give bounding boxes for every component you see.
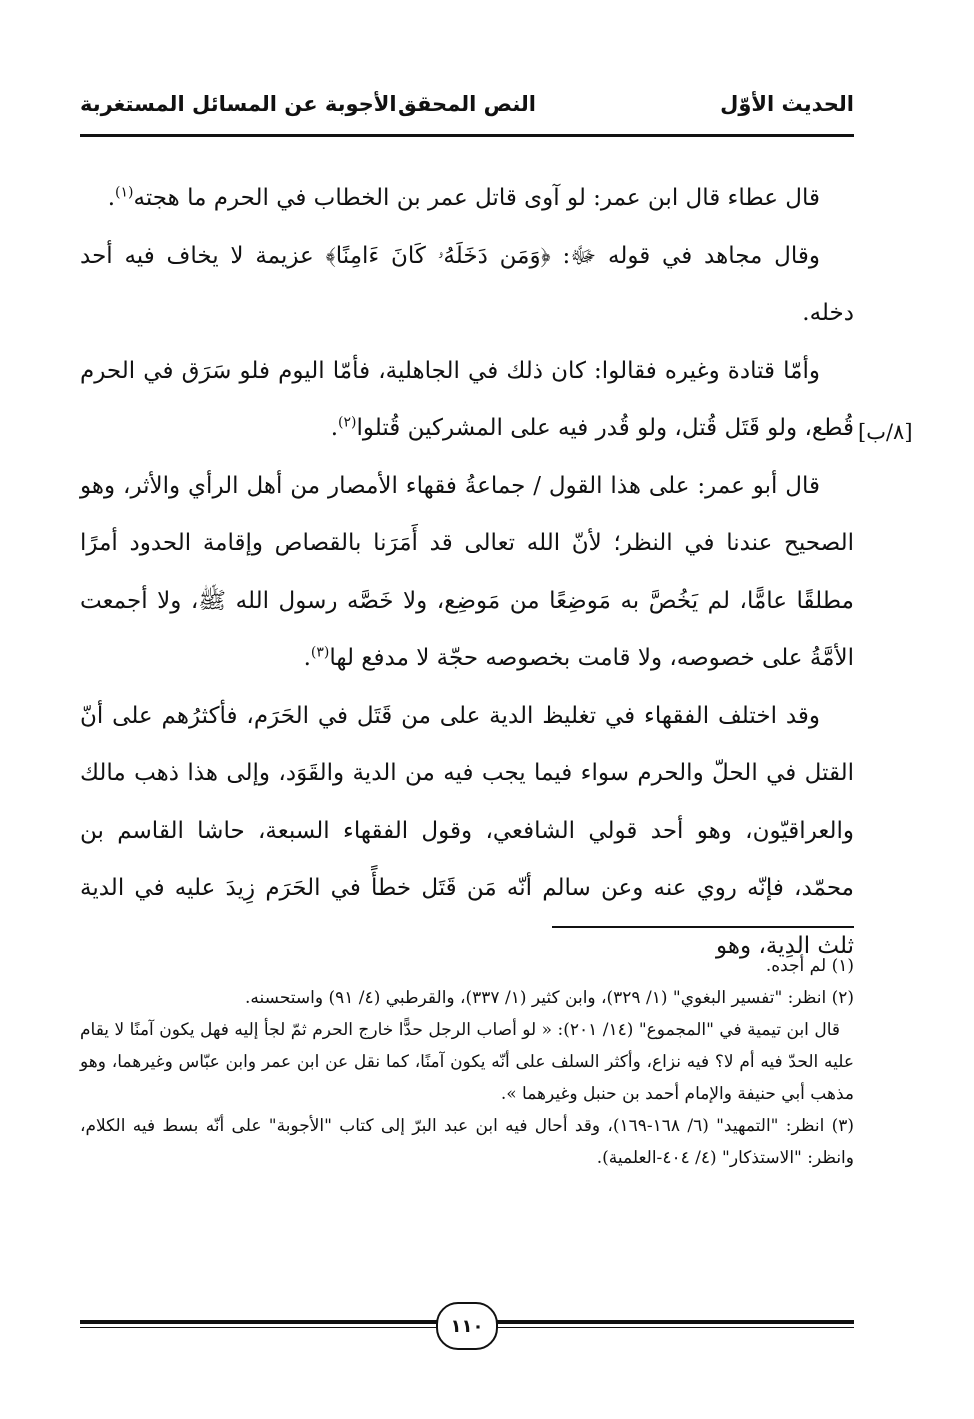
manuscript-folio-ref: [٨/ب]: [858, 420, 913, 444]
footnote-marker: (٣): [310, 644, 330, 661]
page-footer: [80, 1300, 854, 1350]
footnote: (١) لم أجده.: [765, 956, 854, 976]
paragraph: وقال مجاهد في قوله ﷻ: ﴿وَمَن دَخَلَهُۥ كَانَ ءَامِنًا﴾ عزيمة لا يخاف فيه أحد دخله.: [80, 242, 854, 326]
footer-rule: [80, 1320, 440, 1324]
header-book-title: الأجوبة عن المسائل المستغربة: [80, 92, 397, 116]
footer-rule: [494, 1327, 854, 1328]
header-section: النص المحقق: [398, 92, 536, 116]
footer-rule: [80, 1327, 440, 1328]
footnote-separator: [552, 926, 854, 928]
footnote: (٣) انظر: "التمهيد" (٦/ ١٦٨-١٦٩)، وقد أحال فيه ابن عبد البرّ إلى كتاب "الأجوبة" على أنّه بسط فيه الكلام، وانظر: "الاستذكار" (٤/ ٤٠٤-العلمية).: [80, 1116, 854, 1168]
main-text: [80, 170, 854, 975]
paragraph: قال أبو عمر: على هذا القول / جماعةُ فقهاء الأمصار من أهل الرأي والأثر، وهو الصحيح عندنا في النظر؛ لأنّ الله تعالى قد أَمَرَنا بالقصاص وإقامة الحدود أمرًا مطلقًا عامًّا، لم يَخُصَّ به مَوضِعًا من مَوضِع، ولا خَصَّه رسول الله ﷺ، ولا أجمعت الأمَّةُ على خصوصه، ولا قامت بخصوصه حجّة لا مدفع لها$^{(٣)}$.: [80, 472, 854, 671]
footnote: (٢) انظر: "تفسير البغوي" (١/ ٣٢٩)، وابن كثير (١/ ٣٣٧)، والقرطبي (٤/ ٩١) واستحسنه.: [245, 988, 854, 1008]
header-chapter: الحديث الأوّل: [720, 92, 854, 116]
running-header: [80, 88, 854, 128]
footnotes: [80, 950, 854, 1174]
footnote-continuation: قال ابن تيمية في "المجموع" (١٤/ ٢٠١): « لو أصاب الرجل حدًّا خارج الحرم ثمّ لجأ إليه فهل يكون آمنًا لا يقام عليه الحدّ فيه أم لا؟ فيه نزاع، وأكثر السلف على أنّه يكون آمنًا، كما نقل عن ابن عمر وابن عبّاس وغيرهما، وهو مذهب أبي حنيفة والإمام أحمد بن حنبل وغيرهما ».: [80, 1020, 854, 1104]
footnote-marker: (١): [115, 184, 134, 201]
footer-rule: [494, 1320, 854, 1324]
paragraph: وأمّا قتادة وغيره فقالوا: كان ذلك في الجاهلية، فأمّا اليوم فلو سَرَق في الحرم قُطع، ولو قَتَل قُتل، ولو قُدر فيه على المشركين قُتلوا$^{(٢)}$.: [80, 357, 854, 441]
paragraph: وقد اختلف الفقهاء في تغليظ الدية على من قَتَل في الحَرَم، فأكثرُهم على أنّ القتل في الحلّ والحرم سواء فيما يجب فيه من الدية والقَوَد، وإلى هذا ذهب مالك والعراقيّون، وهو أحد قولي الشافعي، وقول الفقهاء السبعة، حاشا القاسم بن محمّد، فإنّه روي عنه وعن سالم أنّه مَن قَتَل خطأً في الحَرَم زِيدَ عليه في الدية ثلث الدِية، وهو: [80, 702, 854, 959]
page-number: ١١٠: [436, 1302, 498, 1350]
header-rule: [80, 134, 854, 137]
footnote-marker: (٢): [338, 414, 357, 431]
paragraph: قال عطاء قال ابن عمر: لو آوى قاتل عمر بن الخطاب في الحرم ما هجته$^{(١)}$.: [107, 184, 820, 211]
